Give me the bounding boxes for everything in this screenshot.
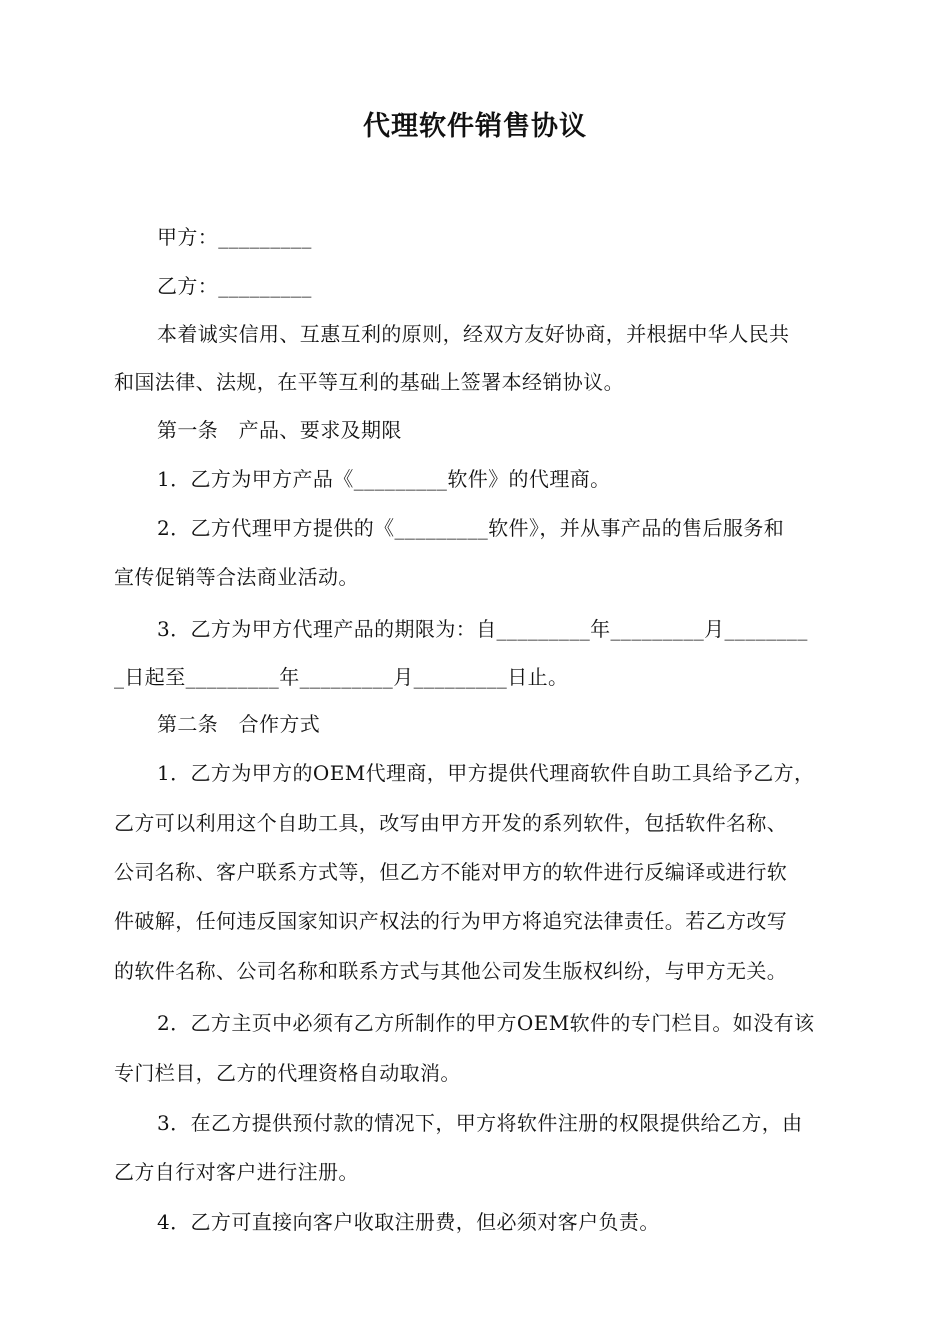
document-title: 代理软件销售协议 bbox=[363, 111, 587, 142]
preamble-line-2: 和国法律、法规，在平等互利的基础上签署本经销协议。 bbox=[114, 370, 624, 394]
article-1-item-3-line-2: _日起至_________年_________月_________日止。 bbox=[114, 665, 569, 689]
article-1-item-3-line-1: 3．乙方为甲方代理产品的期限为：自_________年_________月________ bbox=[157, 617, 808, 641]
party-b-line: 乙方：_________ bbox=[157, 274, 312, 298]
article-2-item-1-line-4: 件破解，任何违反国家知识产权法的行为甲方将追究法律责任。若乙方改写 bbox=[114, 909, 788, 933]
article-2-item-3-line-1: 3．在乙方提供预付款的情况下，甲方将软件注册的权限提供给乙方，由 bbox=[157, 1111, 803, 1135]
article-2-item-1-line-5: 的软件名称、公司名称和联系方式与其他公司发生版权纠纷，与甲方无关。 bbox=[114, 959, 788, 983]
article-1-heading: 第一条 产品、要求及期限 bbox=[157, 418, 402, 442]
article-2-item-1-line-3: 公司名称、客户联系方式等，但乙方不能对甲方的软件进行反编译或进行软 bbox=[114, 860, 788, 884]
article-1-item-1: 1．乙方为甲方产品《_________软件》的代理商。 bbox=[157, 467, 611, 491]
preamble-line-1: 本着诚实信用、互惠互利的原则，经双方友好协商，并根据中华人民共 bbox=[157, 322, 790, 346]
article-2-item-1-line-2: 乙方可以利用这个自助工具，改写由甲方开发的系列软件，包括软件名称、 bbox=[114, 811, 788, 835]
article-2-item-2-line-1: 2．乙方主页中必须有乙方所制作的甲方OEM软件的专门栏目。如没有该 bbox=[157, 1011, 815, 1035]
article-2-item-3-line-2: 乙方自行对客户进行注册。 bbox=[114, 1160, 359, 1184]
article-1-item-2-line-2: 宣传促销等合法商业活动。 bbox=[114, 565, 359, 589]
article-2-item-2-line-2: 专门栏目，乙方的代理资格自动取消。 bbox=[114, 1061, 461, 1085]
article-2-item-1-line-1: 1．乙方为甲方的OEM代理商，甲方提供代理商软件自助工具给予乙方， bbox=[157, 761, 815, 785]
article-1-item-2-line-1: 2．乙方代理甲方提供的《_________软件》，并从事产品的售后服务和 bbox=[157, 516, 785, 540]
party-a-line: 甲方：_________ bbox=[157, 225, 312, 249]
article-2-heading: 第二条 合作方式 bbox=[157, 712, 321, 736]
article-2-item-4: 4．乙方可直接向客户收取注册费，但必须对客户负责。 bbox=[157, 1210, 660, 1234]
